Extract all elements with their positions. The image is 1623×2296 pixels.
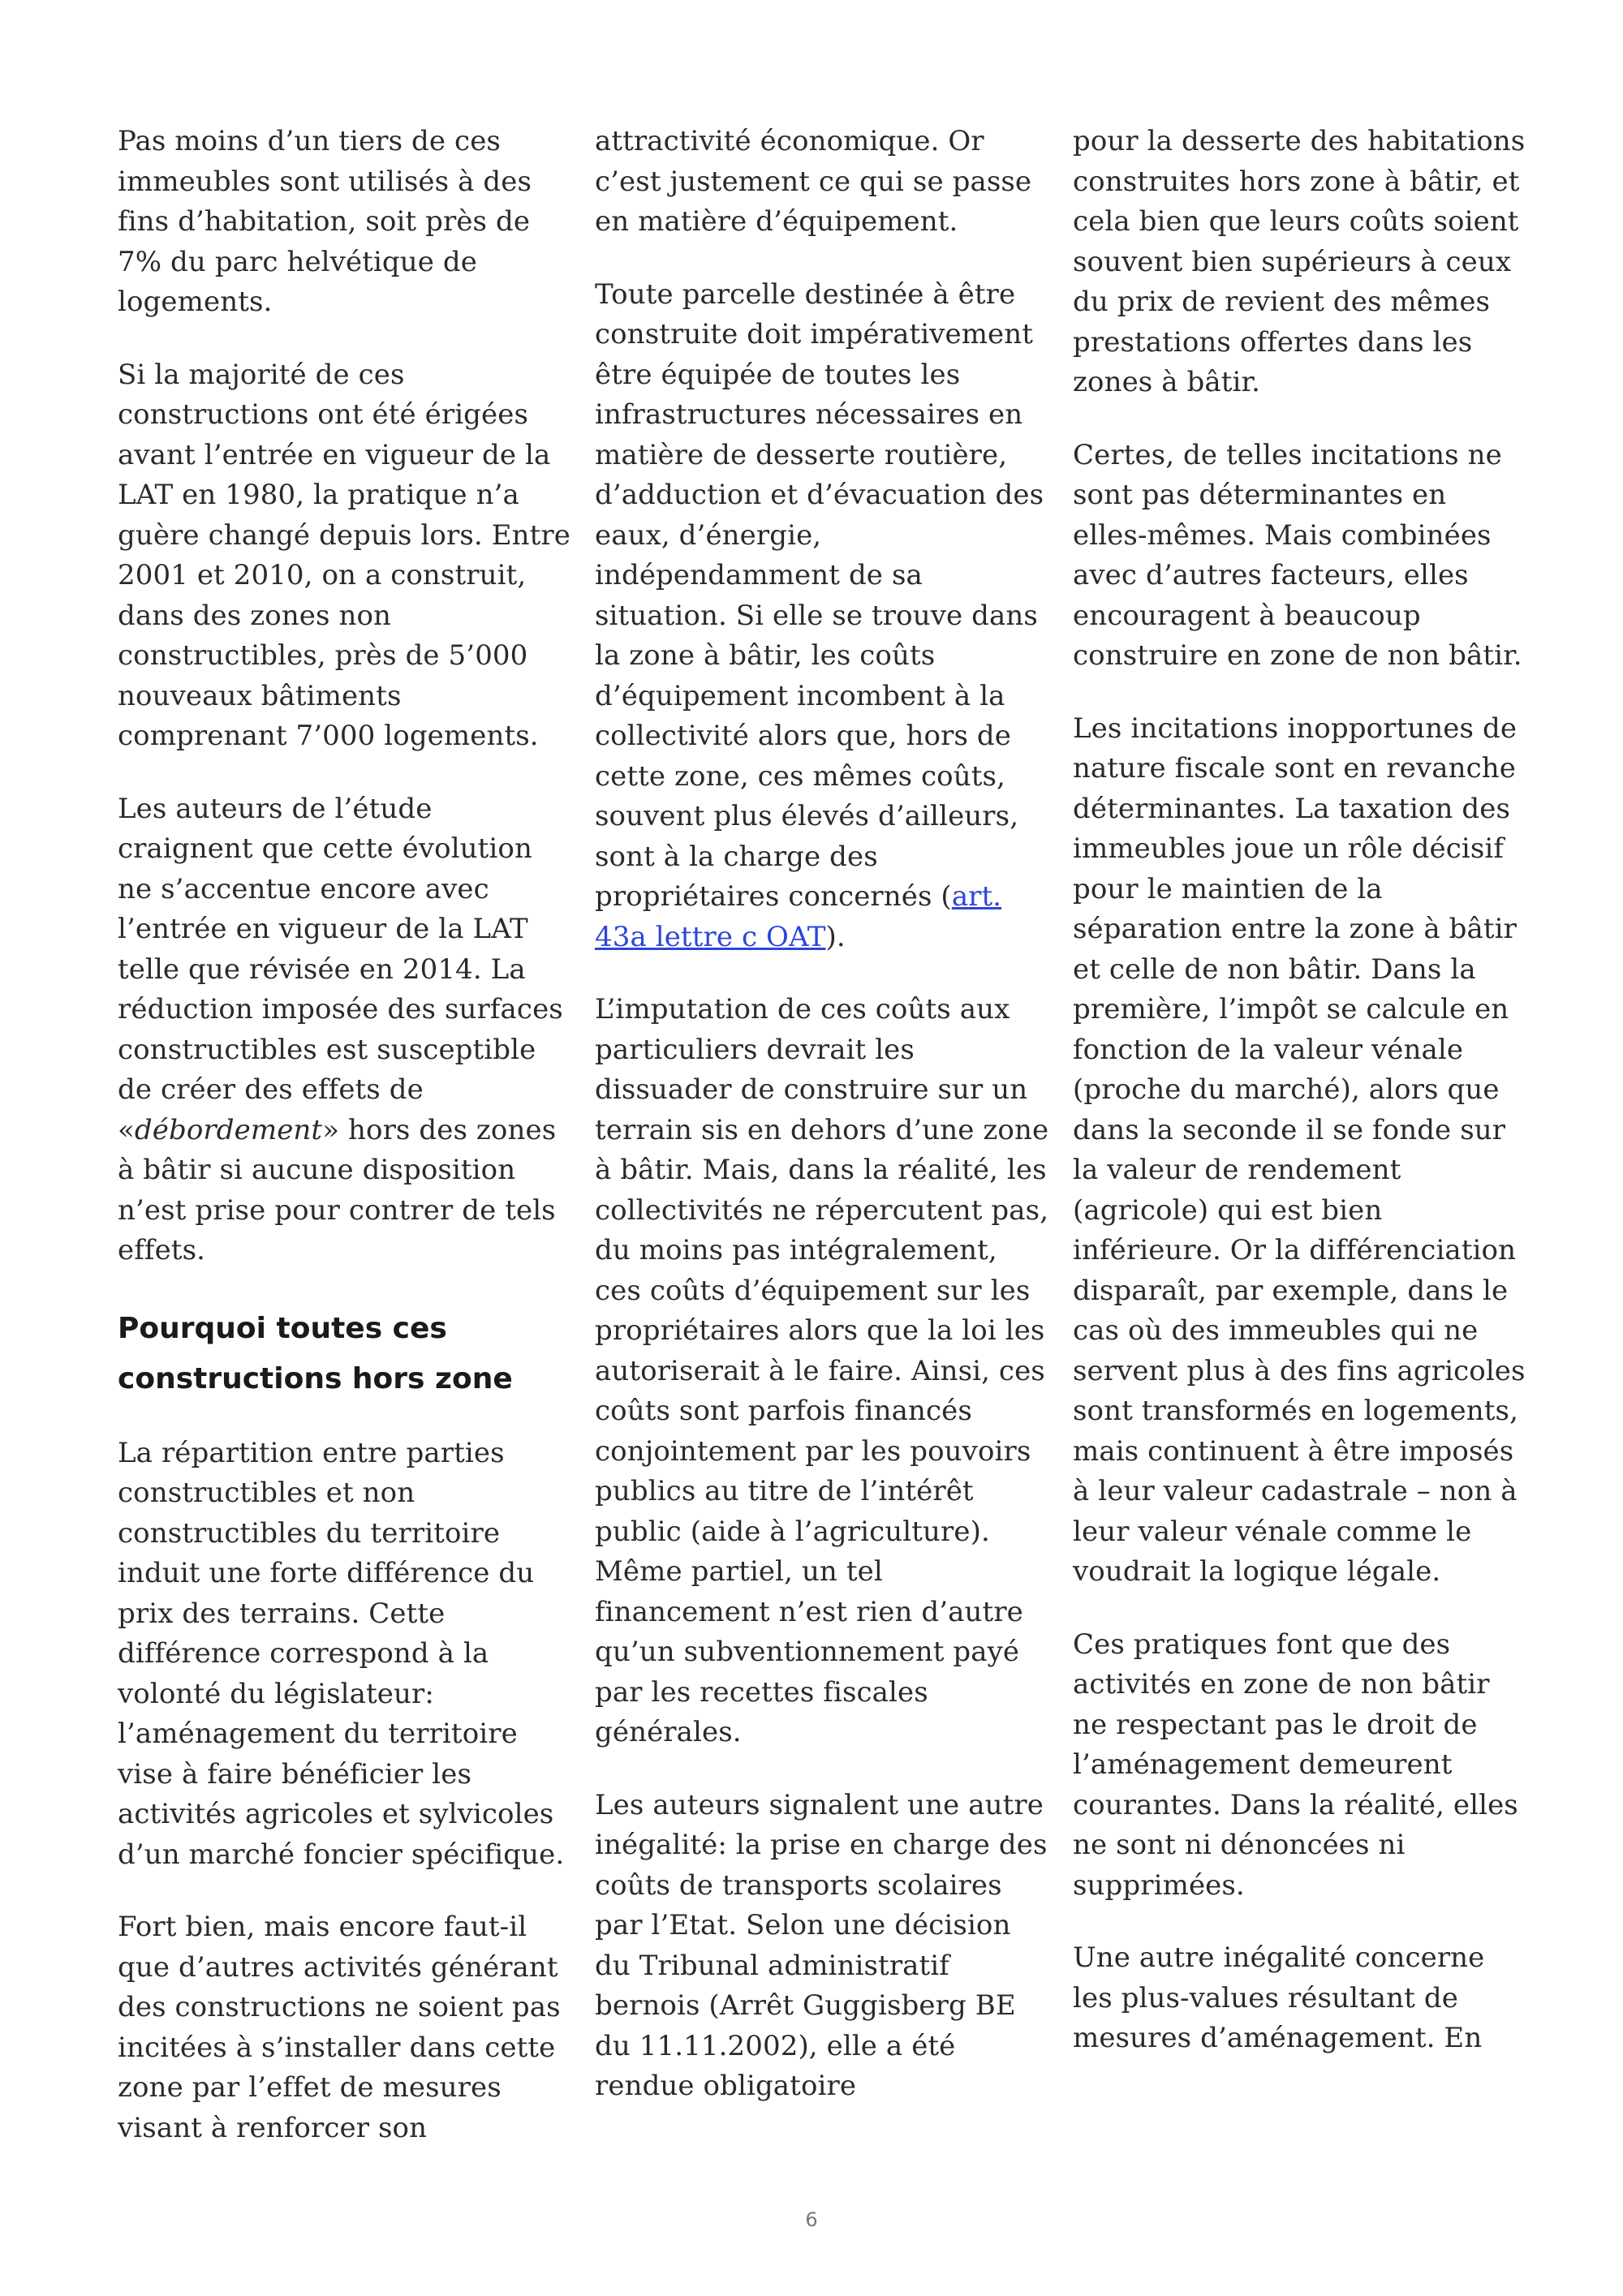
paragraph bbox=[118, 789, 572, 1271]
paragraph: Si la majorité de ces constructions ont été érigées avant l’entrée en vigueur de la LAT en 1980, la pratique n’a guère changé depuis lors. Entre 2001 et 2010, on a construit, dans des zones non constructibles, près de 5’000 nouveaux bâtiments comprenant 7’000 logements. bbox=[118, 358, 570, 752]
paragraph: Ces pratiques font que des activités en zone de non bâtir ne respectant pas le droit de l’aménagement demeurent courantes. Dans la réalité, elles ne sont ni dénoncées ni supprimées. bbox=[1073, 1627, 1518, 1902]
paragraph-text: Les auteurs de l’étude craignent que cette évolution ne s’accentue encore avec l’entrée en vigueur de la LAT telle que révisée en 2014. La réduction imposée des surfaces constructibles est susceptible de créer des effets de « bbox=[118, 792, 563, 1146]
text-column-3 bbox=[1073, 122, 1527, 2092]
paragraph: Certes, de telles incitations ne sont pas déterminantes en elles-mêmes. Mais combinées avec d’autres facteurs, elles encouragent à beaucoup construire en zone de non bâtir. bbox=[1073, 438, 1522, 672]
oat-article-link[interactable]: art. 43a lettre c OAT bbox=[595, 880, 1002, 953]
paragraph-text: » hors des zones à bâtir si aucune disposition n’est prise pour contrer de tels effets. bbox=[118, 1113, 557, 1266]
paragraph: La répartition entre parties constructibles et non constructibles du territoire induit une forte différence du prix des terrains. Cette différence correspond à la volonté du législateur: l’aménagement du territoire vise à faire bénéficier les activités agricoles et sylvicoles d’un marché foncier spécifique. bbox=[118, 1436, 565, 1871]
paragraph: Pas moins d’un tiers de ces immeubles sont utilisés à des fins d’habitation, soit près de 7% du parc helvétique de logements. bbox=[118, 125, 532, 318]
paragraph: attractivité économique. Or c’est justement ce qui se passe en matière d’équipement. bbox=[595, 125, 1032, 238]
paragraph: L’imputation de ces coûts aux particuliers devrait les dissuader de construire sur un terrain sis en dehors d’une zone à bâtir. Mais, dans la réalité, les collectivités ne répercutent pas, du moins pas intégralement, ces coûts d’équipement sur les propriétaires alors que la loi les autoriserait à le faire. Ainsi, ces coûts sont parfois financés conjointement par les pouvoirs publics au titre de l’intérêt public (aide à l’agriculture). Même partiel, un tel financement n’est rien d’autre qu’un subventionnement payé par les recettes fiscales générales. bbox=[595, 993, 1049, 1748]
page-number: 6 bbox=[805, 2208, 818, 2231]
paragraph-text: Toute parcelle destinée à être construite doit impérativement être équipée de toutes les infrastructures nécessaires en matière de desserte routière, d’adduction et d’évacuation des eaux, d’énergie, indépendamment de sa situation. Si elle se trouve dans la zone à bâtir, les coûts d’équipement incombent à la collectivité alors que, hors de cette zone, ces mêmes coûts, souvent plus élevés d’ailleurs, sont à la charge des propriétaires concernés ( bbox=[595, 277, 1044, 913]
paragraph bbox=[595, 275, 1049, 958]
paragraph: Les incitations inopportunes de nature fiscale sont en revanche déterminantes. La taxation des immeubles joue un rôle décisif pour le maintien de la séparation entre la zone à bâtir et celle de non bâtir. Dans la première, l’impôt se calcule en fonction de la valeur vénale (proche du marché), alors que dans la seconde il se fonde sur la valeur de rendement (agricole) qui est bien inférieure. Or la différenciation disparaît, par exemple, dans le cas où des immeubles qui ne servent plus à des fins agricoles sont transformés en logements, mais continuent à être imposés à leur valeur cadastrale – non à leur valeur vénale comme le voudrait la logique légale. bbox=[1073, 712, 1526, 1588]
paragraph: Une autre inégalité concerne les plus-values résultant de mesures d’aménagement. En bbox=[1073, 1941, 1485, 2054]
emphasis-text: débordement bbox=[134, 1113, 323, 1146]
section-heading: Pourquoi toutes ces constructions hors zone bbox=[118, 1311, 513, 1395]
text-column-1 bbox=[118, 122, 572, 2181]
text-column-2 bbox=[595, 122, 1049, 2139]
paragraph: pour la desserte des habitations construites hors zone à bâtir, et cela bien que leurs coûts soient souvent bien supérieurs à ceux du prix de revient des mêmes prestations offertes dans les zones à bâtir. bbox=[1073, 125, 1526, 398]
paragraph-text: ). bbox=[825, 920, 846, 953]
paragraph: Fort bien, mais encore faut-il que d’autres activités générant des constructions ne soient pas incitées à s’installer dans cette zone par l’effet de mesures visant à renforcer son bbox=[118, 1911, 561, 2144]
paragraph: Les auteurs signalent une autre inégalité: la prise en charge des coûts de transports scolaires par l’Etat. Selon une décision du Tribunal administratif bernois (Arrêt Guggisberg BE du 11.11.2002), elle a été rendue obligatoire bbox=[595, 1788, 1048, 2102]
